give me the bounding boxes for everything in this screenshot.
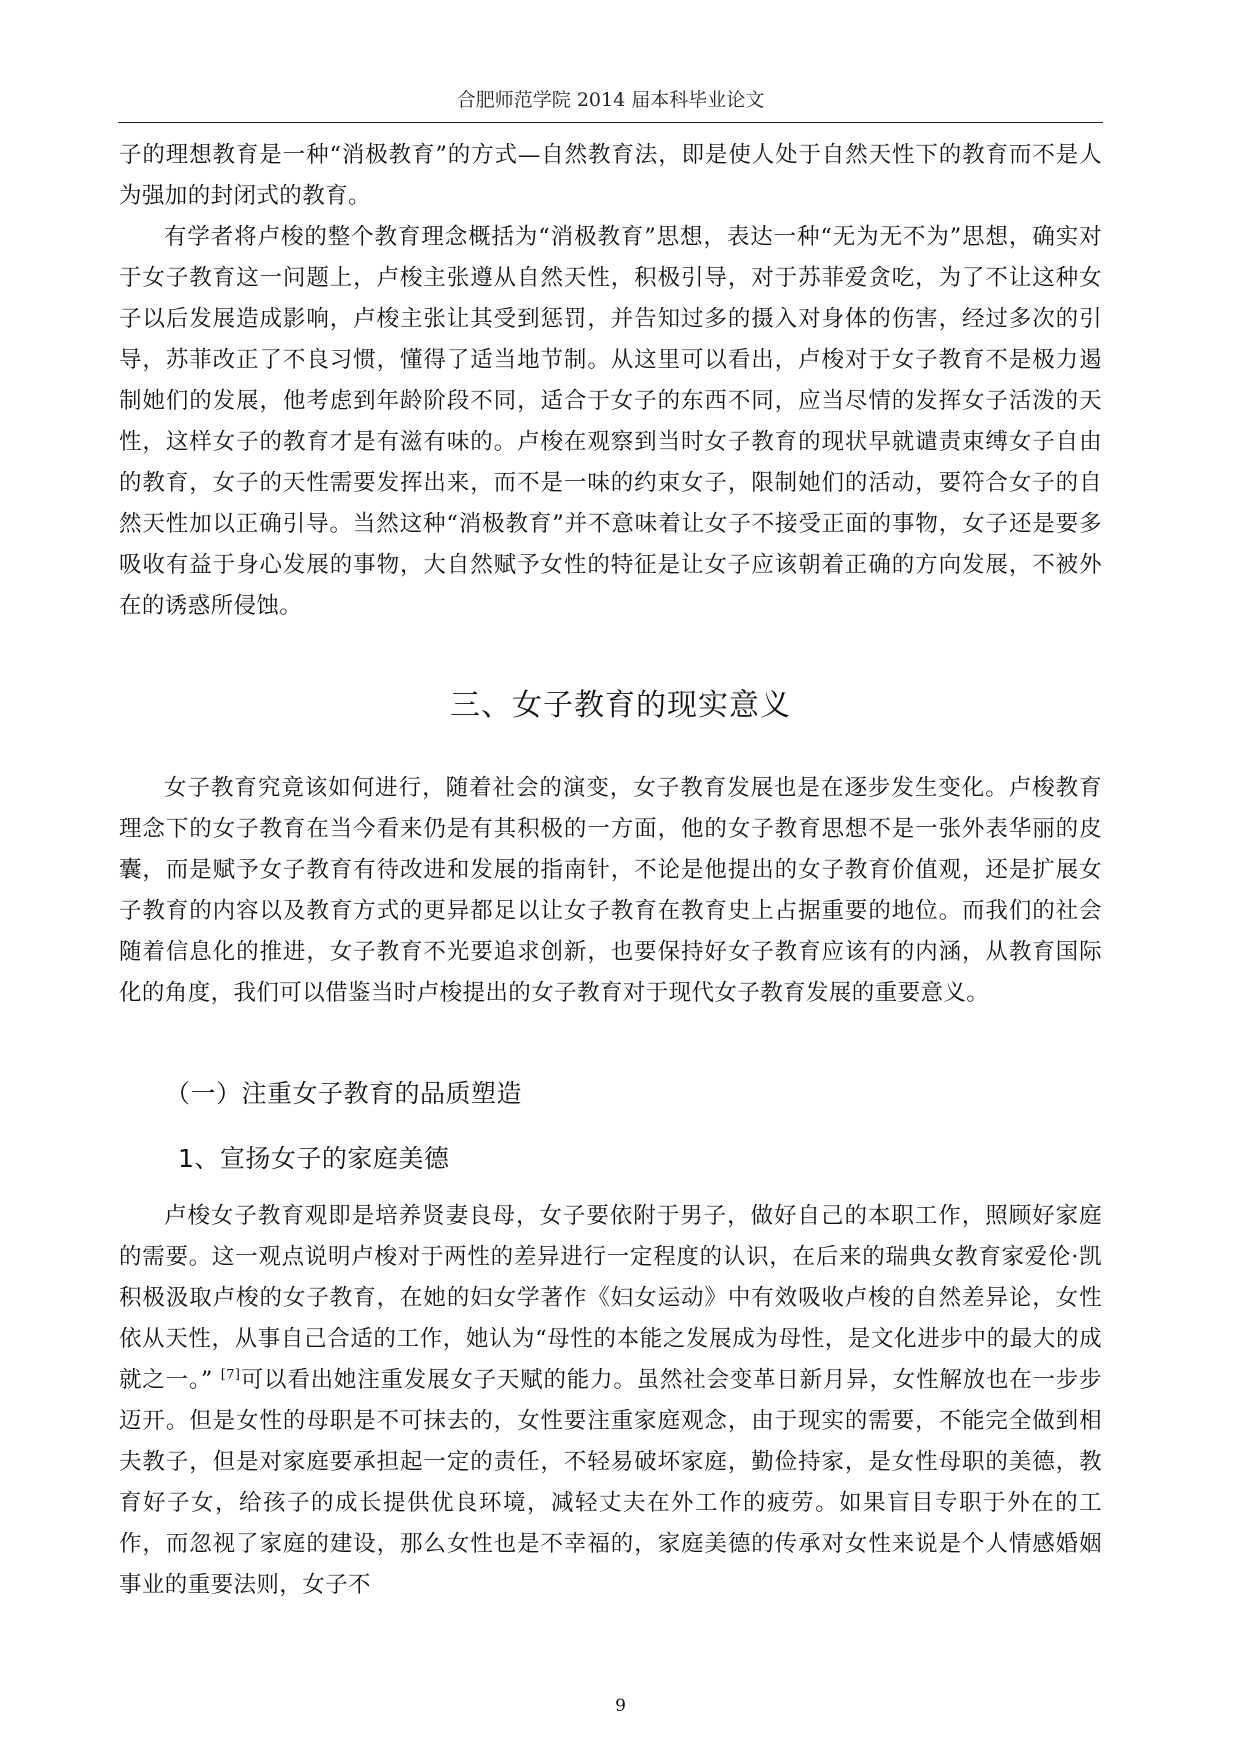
subsubsection-heading: 1、宣扬女子的家庭美德 [178, 1144, 450, 1173]
paragraph-3: 女子教育究竟该如何进行，随着社会的演变，女子教育发展也是在逐步发生变化。卢梭教育理念下的女子教育在当今看来仍是有其积极的一方面，他的女子教育思想不是一张外表华丽的皮囊，而是赋予女子教育有待改进和发展的指南针，不论是他提出的女子教育价值观，还是扩展女子教育的内容以及教育方式的更异都足以让女子教育在教育史上占据重要的地位。而我们的社会随着信息化的推进，女子教育不光要追求创新，也要保持好女子教育应该有的内涵，从教育国际化的角度，我们可以借鉴当时卢梭提出的女子教育对于现代女子教育发展的重要意义。 [119, 775, 1102, 1006]
section-heading: 三、女子教育的现实意义 [450, 688, 791, 723]
subsection-heading: （一）注重女子教育的品质塑造 [165, 1079, 523, 1108]
paragraph-2: 有学者将卢梭的整个教育理念概括为“消极教育”思想，表达一种“无为无不为”思想，确实对于女子教育这一问题上，卢梭主张遵从自然天性，积极引导，对于苏菲爱贪吃，为了不让这种女子以后发展造成影响，卢梭主张让其受到惩罚，并告知过多的摄入对身体的伤害，经过多次的引导，苏菲改正了不良习惯，懂得了适当地节制。从这里可以看出，卢梭对于女子教育不是极力遏制她们的发展，他考虑到年龄阶段不同，适合于女子的东西不同，应当尽情的发挥女子活泼的天性，这样女子的教育才是有滋有味的。卢梭在观察到当时女子教育的现状早就谴责束缚女子自由的教育，女子的天性需要发挥出来，而不是一味的约束女子，限制她们的活动，要符合女子的自然天性加以正确引导。当然这种“消极教育”并不意味着让女子不接受正面的事物，女子还是要多吸收有益于身心发展的事物，大自然赋予女性的特征是让女子应该朝着正确的方向发展，不被外在的诱惑所侵蚀。 [119, 224, 1102, 619]
citation-ref: [7] [220, 1367, 241, 1383]
page-number: 9 [615, 1696, 626, 1716]
paragraph-4 [119, 1196, 1102, 1606]
paragraph-4-part-a: 卢梭女子教育观即是培养贤妻良母，女子要依附于男子，做好自己的本职工作，照顾好家庭的需要。这一观点说明卢梭对于两性的差异进行一定程度的认识，在后来的瑞典女教育家爱伦·凯积极汲取卢梭的女子教育，在她的妇女学著作《妇女运动》中有效吸收卢梭的自然差异论，女性依从天性，从事自己合适的工作，她认为“母性的本能之发展成为母性，是文化进步中的最大的成就之一。” [119, 1203, 1102, 1393]
running-header: 合肥师范学院 2014 届本科毕业论文 [456, 89, 765, 111]
paragraph-4-part-b: 可以看出她注重发展女子天赋的能力。虽然社会变革日新月异，女性解放也在一步步迈开。但是女性的母职是不可抹去的，女性要注重家庭观念，由于现实的需要，不能完全做到相夫教子，但是对家庭要承担起一定的责任，不轻易破坏家庭，勤俭持家，是女性母职的美德，教育好子女，给孩子的成长提供优良环境，减轻丈夫在外工作的疲劳。如果盲目专职于外在的工作，而忽视了家庭的建设，那么女性也是不幸福的，家庭美德的传承对女性来说是个人情感婚姻事业的重要法则，女子不 [119, 1367, 1102, 1598]
header-divider [118, 122, 1103, 123]
paragraph-1: 子的理想教育是一种“消极教育”的方式—自然教育法，即是使人处于自然天性下的教育而不是人为强加的封闭式的教育。 [119, 142, 1102, 209]
